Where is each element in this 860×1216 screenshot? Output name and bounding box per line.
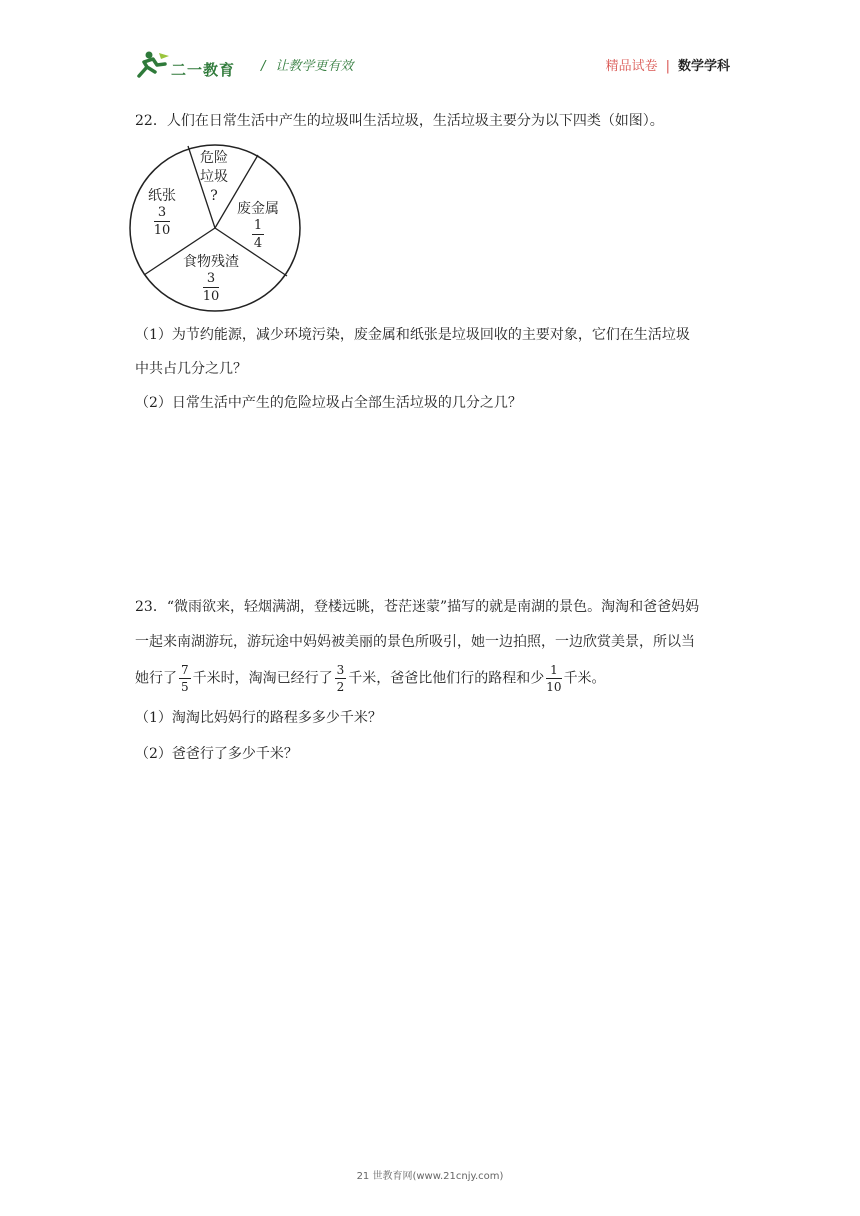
food-name: 食物残渣 (183, 254, 239, 270)
slogan-text: 让教学更有效 (275, 59, 354, 74)
q23-line3-a: 她行了 (135, 670, 177, 687)
brand-logo (135, 50, 247, 80)
logo-text: 二一教育 (171, 61, 236, 79)
q22-sub1-line2: 中共占几分之几？ (135, 361, 247, 377)
page-header (135, 46, 730, 82)
hazardous-name-2: 垃圾 (200, 169, 228, 185)
hazardous-value: ? (210, 188, 218, 204)
q23-sub1: （1）淘淘比妈妈行的路程多多少千米？ (135, 710, 382, 726)
food-fraction (203, 272, 220, 303)
metal-name: 废金属 (237, 201, 279, 217)
q23-line1: 23．“微雨欲来，轻烟满湖，登楼远眺，苍茫迷蒙”描写的就是南湖的景色。淘淘和爸爸妈妈 (135, 599, 700, 615)
food-numerator: 3 (203, 272, 220, 288)
pie-label-food (183, 253, 239, 303)
runner-logo-icon (135, 50, 171, 80)
q23-line3 (135, 664, 606, 693)
f1-denominator: 5 (181, 680, 189, 694)
q23-line3-b: 千米时，淘淘已经行了 (192, 670, 333, 687)
metal-denominator: 4 (253, 236, 263, 251)
page-footer: 21 世教育网(www.21cnjy.com) (356, 1171, 504, 1182)
header-subject: 数学学科 (677, 59, 730, 74)
q23-line2: 一起来南湖游玩，游玩途中妈妈被美丽的景色所吸引，她一边拍照，一边欣赏美景，所以当 (135, 634, 695, 650)
f2-denominator: 2 (336, 680, 345, 694)
header-tag: 精品试卷 (605, 59, 658, 74)
fraction-3-2 (335, 664, 347, 693)
q22-stem: 22．人们在日常生活中产生的垃圾叫生活垃圾，生活垃圾主要分为以下四类（如图）。 (135, 113, 664, 129)
f3-denominator: 10 (546, 680, 562, 694)
paper-denominator: 10 (153, 223, 171, 238)
q23-line3-d: 千米。 (563, 670, 606, 687)
q23-sub2: （2）爸爸行了多少千米？ (135, 746, 298, 762)
pie-label-hazardous (200, 149, 228, 206)
slogan (261, 55, 353, 74)
slogan-separator: / (261, 59, 266, 74)
q22-sub2: （2）日常生活中产生的危险垃圾占全部生活垃圾的几分之几？ (135, 395, 522, 411)
q23-line3-c: 千米，爸爸比他们行的路程和少 (348, 670, 545, 687)
garbage-pie-chart (128, 143, 302, 313)
metal-numerator: 1 (253, 218, 263, 233)
fraction-7-5 (179, 664, 191, 693)
food-denominator: 10 (202, 289, 220, 304)
paper-numerator: 3 (154, 206, 171, 222)
pie-label-paper (148, 187, 176, 237)
hazardous-name-1: 危险 (200, 150, 228, 166)
f3-numerator: 1 (546, 664, 561, 679)
f1-numerator: 7 (181, 663, 189, 677)
paper-name: 纸张 (148, 188, 176, 204)
metal-fraction (252, 219, 264, 250)
pie-label-metal (237, 200, 279, 250)
f2-numerator: 3 (336, 663, 345, 677)
paper-fraction (154, 206, 171, 237)
q22-sub1-line1: （1）为节约能源，减少环境污染，废金属和纸张是垃圾回收的主要对象，它们在生活垃圾 (135, 327, 690, 343)
fraction-1-10 (546, 664, 561, 693)
header-divider: | (665, 59, 670, 74)
header-right (606, 55, 730, 74)
